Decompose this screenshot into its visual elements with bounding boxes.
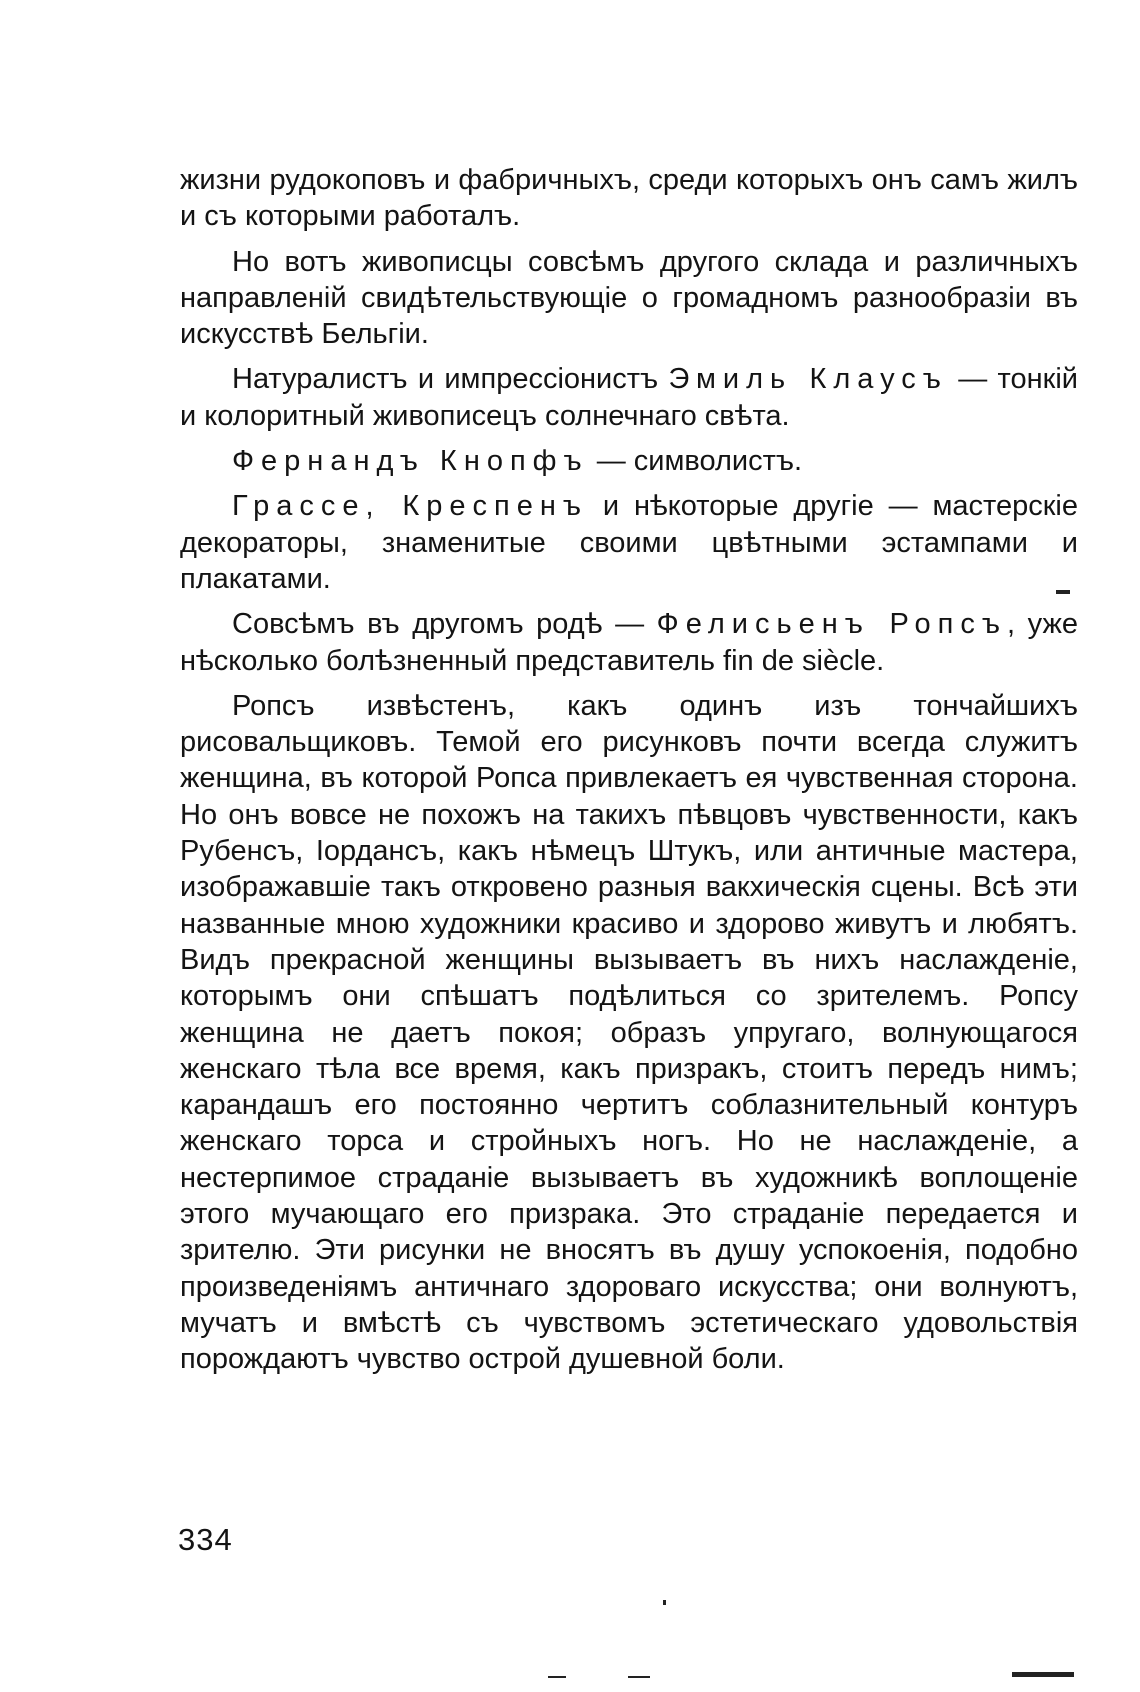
scan-artifact-dot [663,1600,666,1605]
artist-name-spaced: Грассе, Креспенъ [232,490,589,523]
text-segment: Ропсъ извѣстенъ, какъ одинъ изъ тончайшихъ рисовальщиковъ. Темой его рисунковъ почти всегда служитъ женщина, въ которой Ропса привлекаетъ ея чувственная сторона. Но онъ вовсе не похожъ на такихъ пѣвцовъ чувственности, какъ Рубенсъ, Іордансъ, какъ нѣмецъ Штукъ, или античные мастера, изображавшіе такъ откровено разныя вакхическія сцены. Всѣ эти названные мною художники красиво и здорово живутъ и любятъ. Видъ прекрасной женщины вызываетъ въ нихъ наслажденіе, которымъ они спѣшатъ подѣлиться со зрителемъ. Ропсу женщина не даетъ покоя; образъ упругаго, волнующагося женскаго тѣла все время, какъ призракъ, стоитъ передъ нимъ; карандашъ его постоянно чертитъ соблазнительный контуръ женскаго торса и стройныхъ ногъ. Но не наслажденіе, а нестерпимое страданіе вызываетъ въ художникѣ воплощеніе этого мучающаго его призрака. Это страданіе передается и зрителю. Эти рисунки не вносятъ въ душу успокоенія, подобно произведеніямъ античнаго здороваго искусства; они волнуютъ, мучатъ и вмѣстѣ съ чувствомъ эстетическаго удовольствія порождаютъ чувство острой душевной боли. [180,689,1078,1376]
paragraph-3 [180,361,1078,434]
scan-artifact-dash [628,1676,650,1678]
scan-artifact-dash [1056,590,1070,594]
text-segment: Но вотъ живописцы совсѣмъ другого склада и различныхъ направленій свидѣтельствующіе о громадномъ разнообразіи въ искусствѣ Бельгіи. [180,245,1078,351]
text-segment: — символистъ. [588,445,803,478]
page-body [180,162,1078,1387]
text-segment: Совсѣмъ въ другомъ родѣ — [232,608,657,641]
artist-name-spaced: Эмиль Клаусъ [668,363,948,396]
artist-name-spaced: Фелисьенъ Ропсъ [656,608,1007,641]
paragraph-6 [180,606,1078,679]
paragraph-7 [180,688,1078,1378]
artist-name-spaced: Фернандъ Кнопфъ [232,445,589,478]
text-segment: и нѣкоторые другіе — мастерскіе декораторы, знаменитые своими цвѣтными эстампами и плакатами. [180,490,1079,595]
text-segment: — тонкій и колоритный живописецъ солнечнаго свѣта. [180,363,1078,432]
paragraph-1 [180,162,1078,235]
page-number: 334 [178,1522,233,1557]
paragraph-5 [180,488,1078,597]
scan-artifact-dash [548,1676,566,1678]
paragraph-2 [180,244,1078,353]
text-segment: , уже нѣсколько болѣзненный представитель fin de siècle. [180,608,1078,677]
text-segment: жизни рудокоповъ и фабричныхъ, среди которыхъ онъ самъ жилъ и съ которыми работалъ. [180,164,1078,233]
scan-artifact-smudge [1012,1672,1074,1677]
paragraph-4 [180,443,1078,479]
text-segment: Натуралистъ и импрессіонистъ [232,363,669,396]
